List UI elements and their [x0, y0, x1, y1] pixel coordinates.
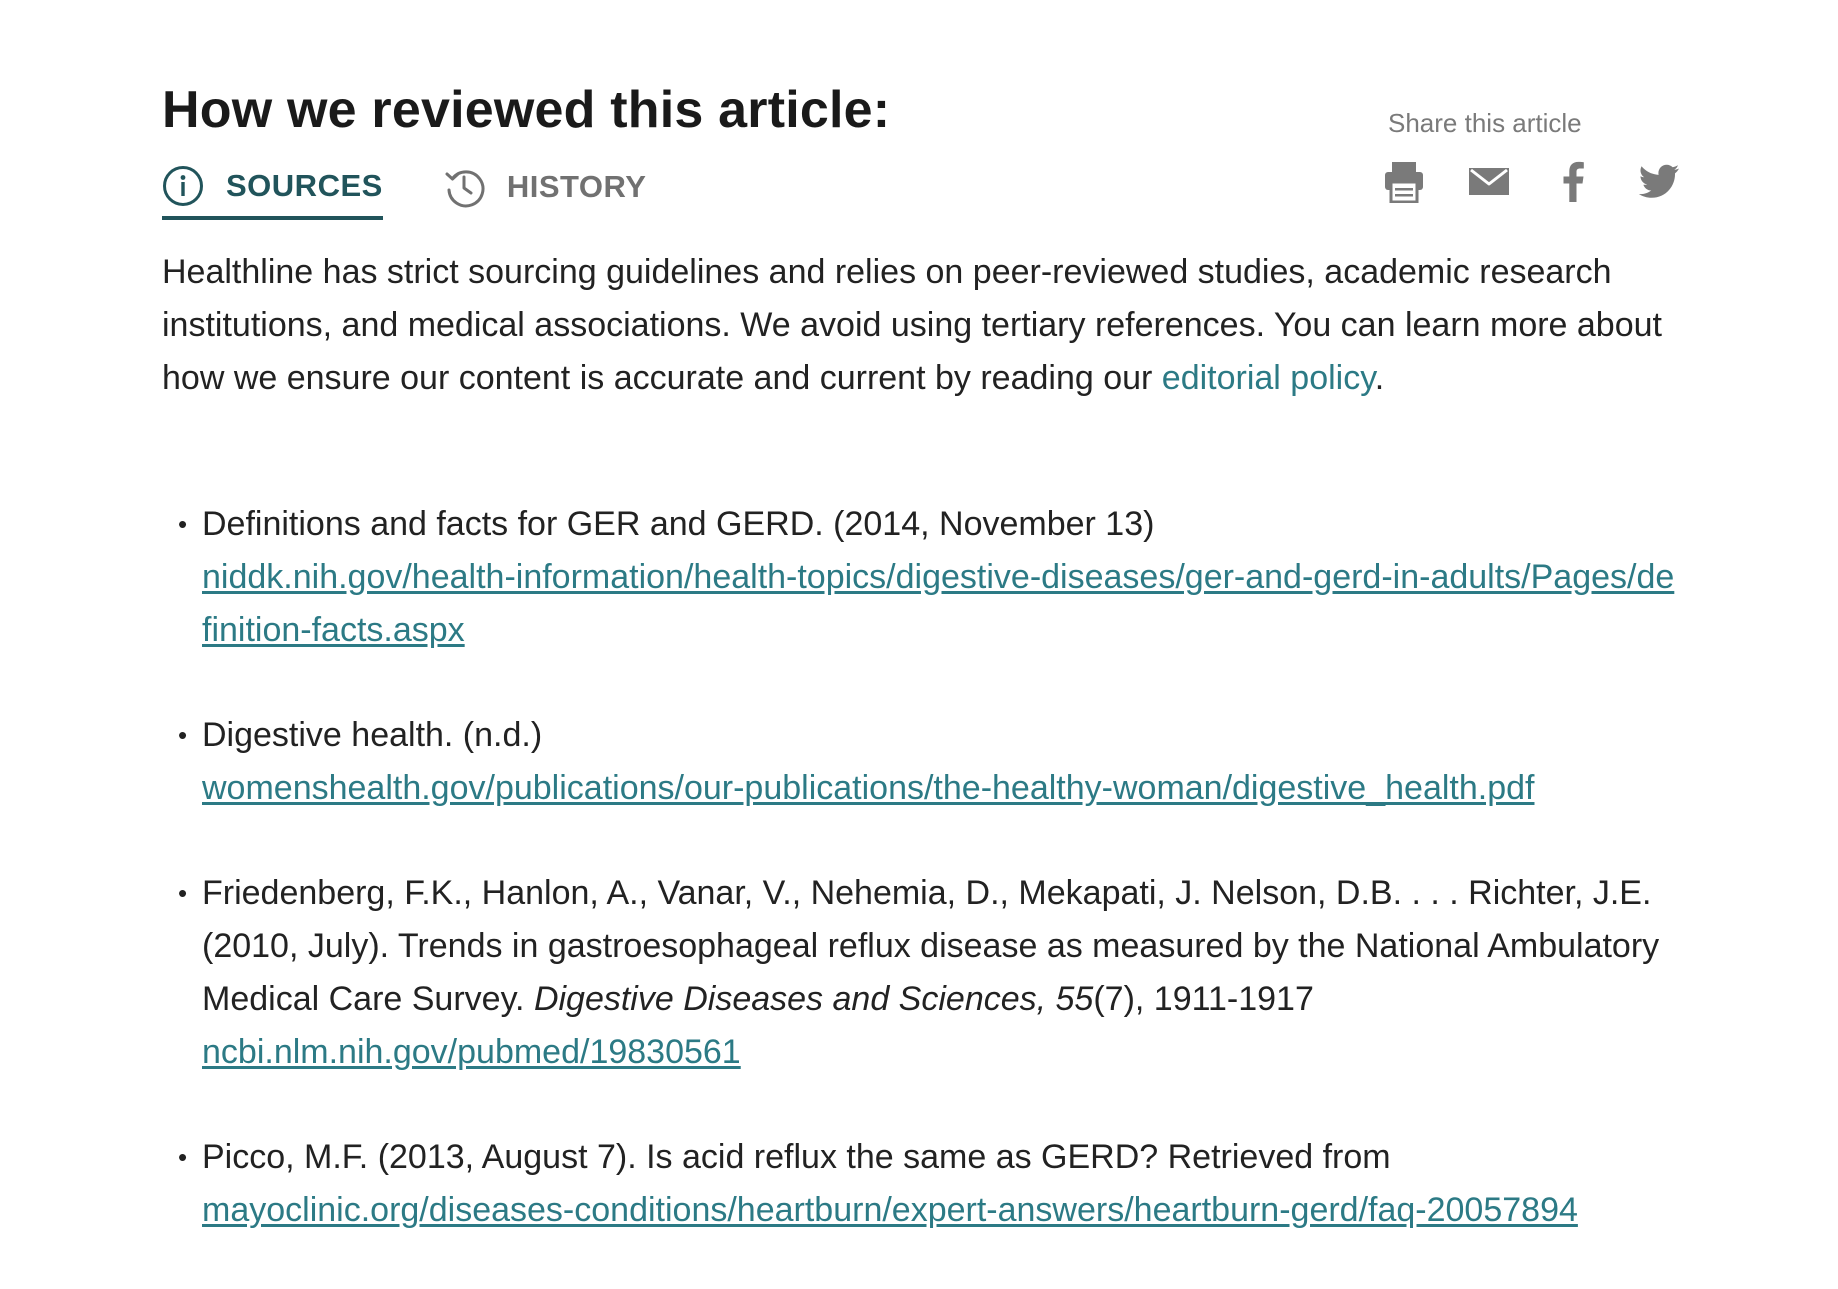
share-label: Share this article — [1388, 108, 1582, 138]
share-panel — [1382, 108, 1702, 203]
facebook-icon[interactable] — [1552, 159, 1596, 203]
bullet: • — [178, 509, 188, 539]
intro-text: Healthline has strict sourcing guidelines and relies on peer-reviewed studies, academic research institutions, and medical associations. We avoid using tertiary references. You can learn more about how we ensure our content is accurate and current by reading our — [162, 253, 1662, 397]
reference-citation: Picco, M.F. (2013, August 7). Is acid reflux the same as GERD? Retrieved from — [202, 1138, 1391, 1176]
reference-journal: Digestive Diseases and Sciences, 55 — [533, 980, 1094, 1018]
reference-item — [162, 1131, 1682, 1237]
email-icon[interactable] — [1467, 159, 1511, 203]
reference-link[interactable]: ncbi.nlm.nih.gov/pubmed/19830561 — [202, 1033, 741, 1071]
reference-link[interactable]: womenshealth.gov/publications/our-publications/the-healthy-woman/digestive_health.pdf — [202, 769, 1535, 807]
reference-item — [162, 867, 1682, 1079]
reference-link[interactable]: mayoclinic.org/diseases-conditions/heartburn/expert-answers/heartburn-gerd/faq-20057894 — [202, 1191, 1578, 1229]
intro-end: . — [1374, 359, 1385, 397]
tab-sources-label: SOURCES — [226, 168, 383, 203]
sourcing-intro — [162, 246, 1662, 405]
tab-history[interactable] — [443, 160, 647, 214]
twitter-icon[interactable] — [1637, 159, 1681, 203]
reference-citation: Digestive health. (n.d.) — [202, 716, 543, 754]
info-icon — [162, 165, 204, 207]
reference-issue-pages: (7), 1911-1917 — [1093, 980, 1314, 1018]
tab-sources[interactable] — [162, 160, 383, 220]
reference-item — [162, 709, 1682, 815]
bullet: • — [178, 878, 188, 908]
editorial-policy-link[interactable]: editorial policy — [1161, 359, 1375, 397]
section-heading: How we reviewed this article: — [162, 81, 891, 139]
bullet: • — [178, 720, 188, 750]
history-icon — [443, 166, 485, 208]
print-icon[interactable] — [1382, 159, 1426, 203]
review-tabs — [162, 160, 646, 222]
reference-citation: Friedenberg, F.K., Hanlon, A., Vanar, V., Nehemia, D., Mekapati, J. Nelson, D.B. . . . Richter, J.E. (2010, July). Trends in gastroesophageal reflux disease as measured by the National Ambulatory Medical Care Survey. — [202, 874, 1660, 1018]
reference-item — [162, 498, 1682, 657]
reference-list — [162, 498, 1682, 1289]
tab-history-label: HISTORY — [506, 169, 647, 204]
reference-link[interactable]: niddk.nih.gov/health-information/health-topics/digestive-diseases/ger-and-gerd-in-adults/Pages/definition-facts.aspx — [202, 558, 1675, 649]
share-icons — [1382, 159, 1702, 203]
reference-citation: Definitions and facts for GER and GERD. (2014, November 13) — [202, 505, 1155, 543]
bullet: • — [178, 1142, 188, 1172]
